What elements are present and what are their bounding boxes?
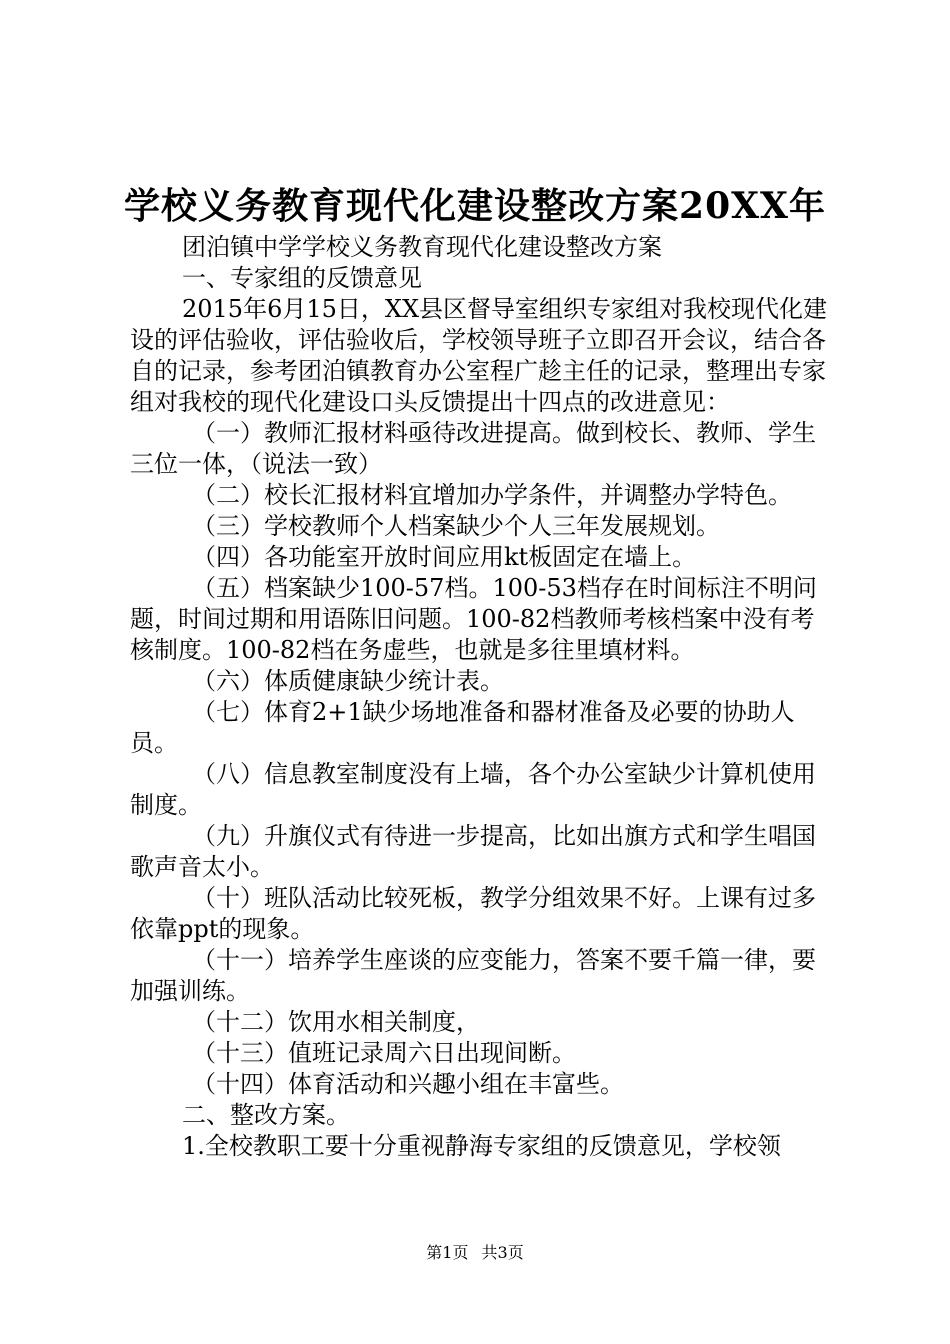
page-footer	[0, 1242, 950, 1264]
page-number-total: 共3页	[481, 1243, 524, 1262]
feedback-item: （五）档案缺少100-57档。100-53档存在时间标注不明问题，时间过期和用语陈旧问题。100-82档教师考核档案中没有考核制度。100-82档在务虚些，也就是多往里填材料。	[130, 574, 817, 664]
feedback-item: （十四）体育活动和兴趣小组在丰富些。	[192, 1070, 624, 1098]
feedback-item: （二）校长汇报材料宜增加办学条件，并调整办学特色。	[192, 481, 792, 509]
feedback-item: （十）班队活动比较死板，教学分组效果不好。上课有过多依靠ppt的现象。	[130, 884, 816, 943]
feedback-item: （十三）值班记录周六日出现间断。	[192, 1039, 576, 1067]
document-title: 学校义务教育现代化建设整改方案20XX年	[124, 185, 826, 227]
paragraph: 一、专家组的反馈意见	[182, 264, 422, 292]
feedback-item: （八）信息教室制度没有上墙，各个办公室缺少计算机使用制度。	[130, 760, 816, 819]
feedback-item: （三）学校教师个人档案缺少个人三年发展规划。	[192, 512, 720, 540]
feedback-item: （六）体质健康缺少统计表。	[192, 667, 504, 695]
feedback-item: （九）升旗仪式有待进一步提高，比如出旗方式和学生唱国歌声音太小。	[130, 822, 816, 881]
paragraph: 1.全校教职工要十分重视静海专家组的反馈意见，学校领	[182, 1132, 781, 1160]
feedback-item: （一）教师汇报材料亟待改进提高。做到校长、教师、学生三位一体，（说法一致）	[130, 419, 816, 478]
feedback-item: （四）各功能室开放时间应用kt板固定在墙上。	[192, 543, 697, 571]
paragraph: 二、整改方案。	[182, 1101, 350, 1129]
document-body	[130, 232, 834, 1162]
paragraph: 2015年6月15日，XX县区督导室组织专家组对我校现代化建设的评估验收，评估验收后，学校领导班子立即召开会议，结合各自的记录，参考团泊镇教育办公室程广趁主任的记录，整理出专家组对我校的现代化建设口头反馈提出十四点的改进意见：	[130, 295, 828, 416]
feedback-item: （十二）饮用水相关制度，	[192, 1008, 480, 1036]
feedback-item: （十一）培养学生座谈的应变能力，答案不要千篇一律，要加强训练。	[130, 946, 816, 1005]
paragraph: 团泊镇中学学校义务教育现代化建设整改方案	[182, 233, 662, 261]
page-number-current: 第1页	[426, 1243, 469, 1262]
feedback-item: （七）体育2+1缺少场地准备和器材准备及必要的协助人员。	[130, 698, 795, 757]
